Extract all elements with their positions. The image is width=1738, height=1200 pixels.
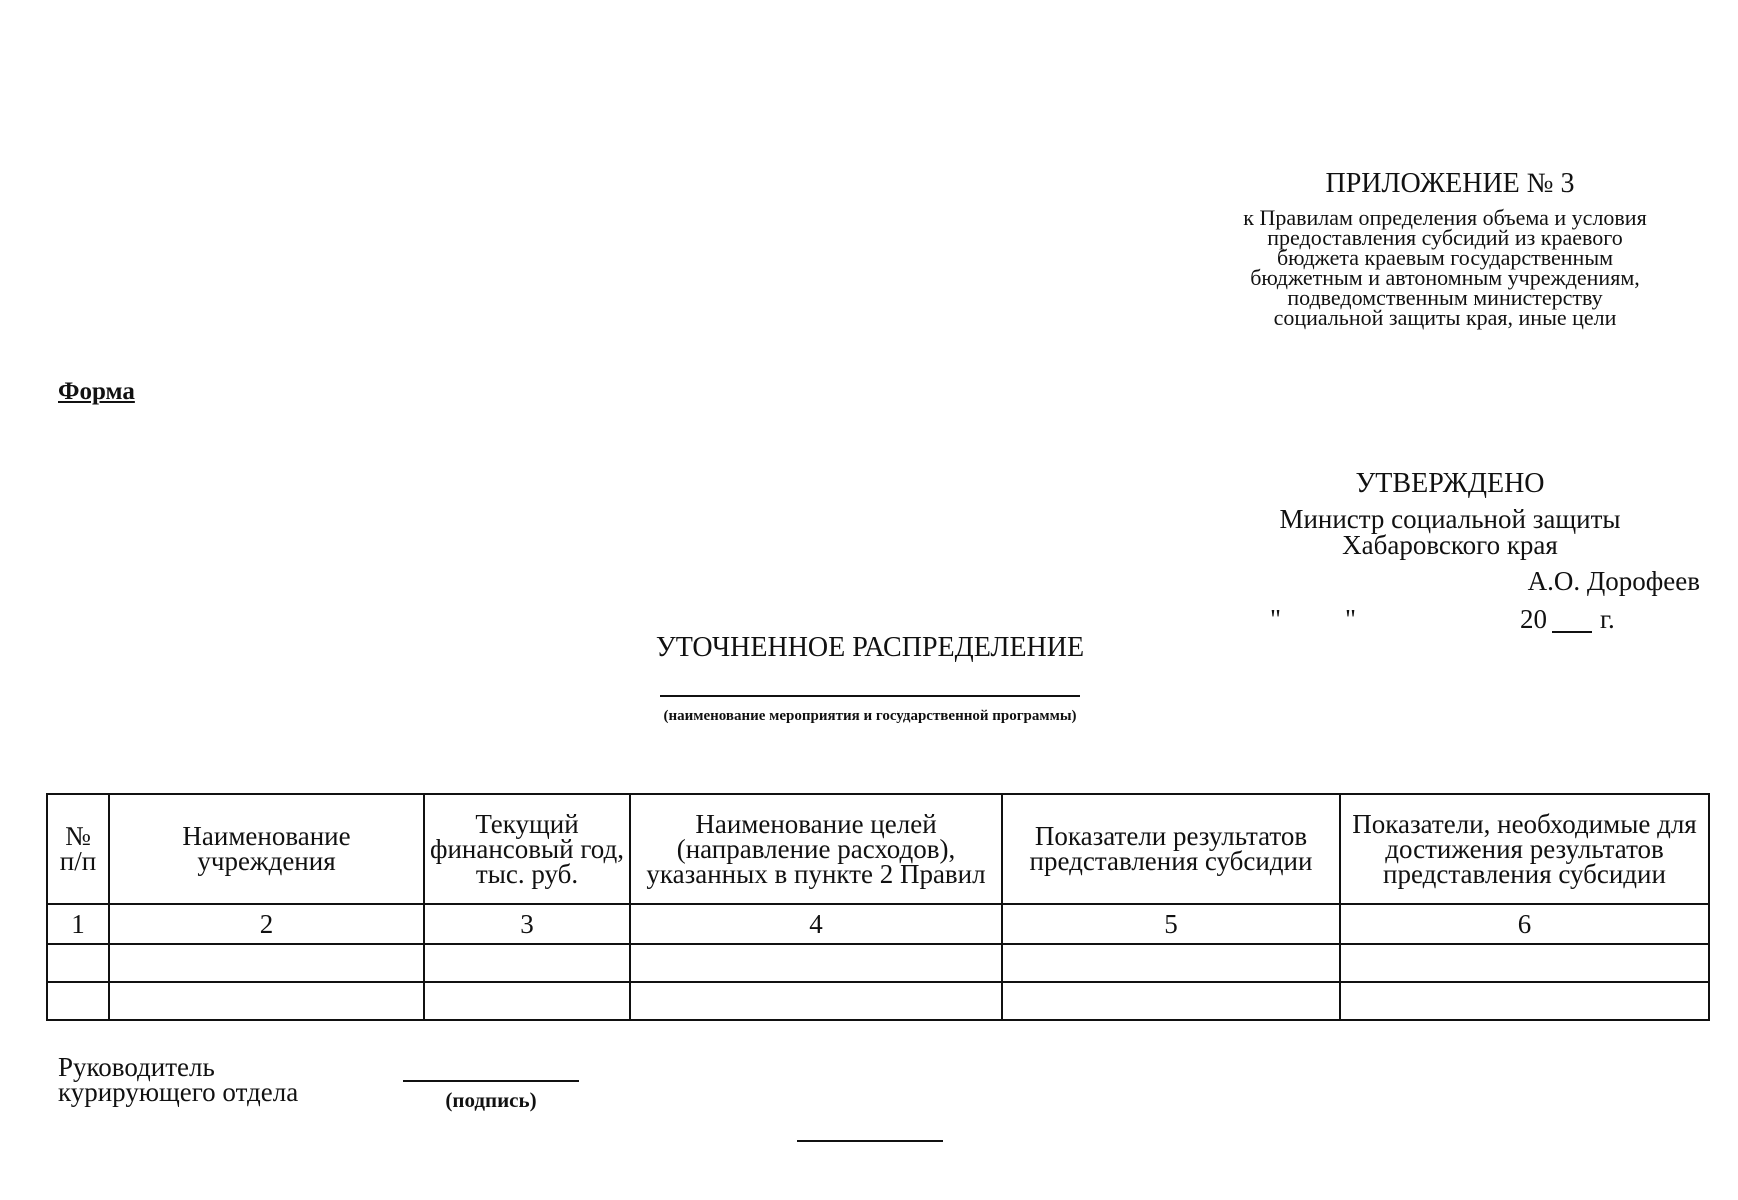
header-required-indicators: Показатели, необходимые для достижения результатов представления субсидии [1340, 794, 1709, 904]
approval-date [1270, 604, 1630, 634]
table-cell [1002, 944, 1340, 982]
head-label-line: Руководитель [58, 1052, 215, 1082]
column-number: 4 [630, 904, 1002, 944]
table-cell [47, 944, 109, 982]
column-number-row [47, 904, 1709, 944]
appendix-line: предоставления субсидий из краевого [1267, 225, 1623, 250]
table-cell [424, 982, 630, 1020]
document-title: УТОЧНЕННОЕ РАСПРЕДЕЛЕНИЕ [655, 632, 1085, 663]
form-label: Форма [58, 378, 135, 405]
table-cell [109, 982, 424, 1020]
column-number: 6 [1340, 904, 1709, 944]
column-number: 3 [424, 904, 630, 944]
table-header-row [47, 794, 1709, 904]
head-of-department-label [58, 1052, 299, 1107]
table-cell [47, 982, 109, 1020]
appendix-line: к Правилам определения объема и условия [1243, 205, 1647, 230]
signature-caption: (подпись) [445, 1088, 537, 1112]
header-goals: Наименование целей (направление расходов), указанных в пункте 2 Правил [630, 794, 1002, 904]
title-fill-line [660, 695, 1080, 697]
date-quote-open: " [1270, 604, 1282, 634]
column-number: 2 [109, 904, 424, 944]
header-institution: Наименование учреждения [109, 794, 424, 904]
approval-title: УТВЕРЖДЕНО [1355, 468, 1545, 499]
table-cell [109, 944, 424, 982]
column-number: 5 [1002, 904, 1340, 944]
appendix-line: бюджетным и автономным учреждениям, [1250, 265, 1640, 290]
head-label-line: курирующего отдела [58, 1077, 299, 1107]
table-row [47, 944, 1709, 982]
date-year-prefix: 20 [1520, 604, 1547, 634]
table-cell [424, 944, 630, 982]
table-cell [630, 944, 1002, 982]
table-cell [630, 982, 1002, 1020]
bottom-divider [797, 1140, 943, 1142]
table-row [47, 982, 1709, 1020]
column-number: 1 [47, 904, 109, 944]
appendix-title: ПРИЛОЖЕНИЕ № 3 [1325, 168, 1575, 199]
title-caption: (наименование мероприятия и государственной программы) [663, 708, 1077, 724]
header-number: № п/п [47, 794, 109, 904]
header-result-indicators: Показатели результатов представления субсидии [1002, 794, 1340, 904]
appendix-line: бюджета краевым государственным [1276, 245, 1614, 270]
appendix-line: подведомственным министерству [1287, 285, 1603, 310]
distribution-table [46, 793, 1710, 1021]
approval-name: А.О. Дорофеев [1527, 566, 1700, 596]
table-cell [1340, 944, 1709, 982]
approval-position-line: Хабаровского края [1342, 530, 1558, 560]
signature-line [403, 1080, 579, 1082]
table-cell [1002, 982, 1340, 1020]
appendix-description [1195, 205, 1695, 330]
header-current-year: Текущий финансовый год, тыс. руб. [424, 794, 630, 904]
appendix-line: социальной защиты края, иные цели [1273, 305, 1617, 330]
approval-position [1200, 506, 1700, 558]
approval-position-line: Министр социальной защиты [1279, 504, 1621, 534]
date-year-blank [1552, 631, 1592, 633]
table-cell [1340, 982, 1709, 1020]
date-year-suffix: г. [1600, 604, 1615, 634]
date-quote-close: " [1345, 604, 1357, 634]
